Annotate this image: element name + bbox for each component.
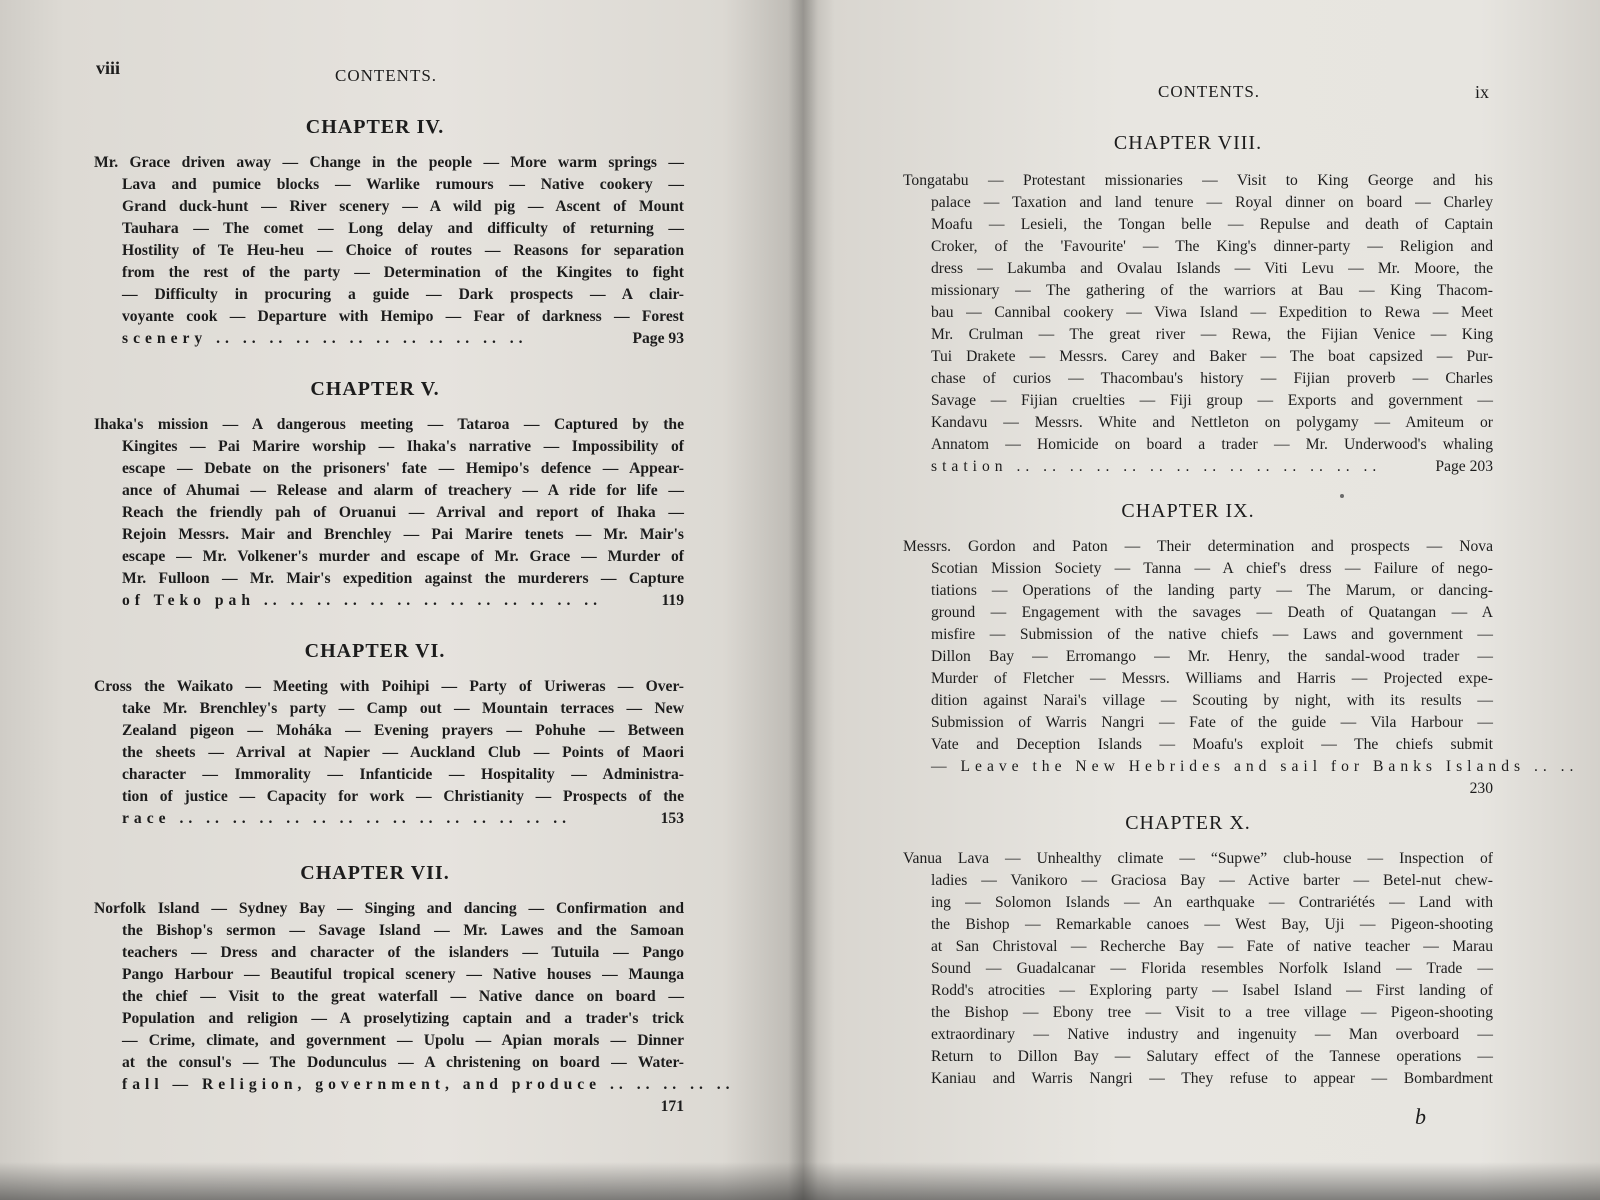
running-header: CONTENTS.	[335, 66, 438, 85]
summary-line: Rejoin Messrs. Mair and Brenchley — Pai Marire tenets — Mr. Mair's	[122, 526, 684, 543]
paper-fleck	[1340, 494, 1344, 498]
page-reference: 230	[1469, 780, 1493, 797]
book-gutter	[788, 0, 818, 1200]
summary-line: — Crime, climate, and government — Upolu — Apian morals — Dinner	[122, 1032, 684, 1049]
summary-line: dition against Narai's village — Scouting by night, with its results —	[931, 692, 1493, 709]
summary-line: Tongatabu — Protestant missionaries — Visit to King George and his	[903, 172, 1493, 189]
summary-line-last	[903, 456, 1493, 478]
summary-line: Kingites — Pai Marire worship — Ihaka's narrative — Impossibility of	[122, 438, 684, 455]
summary-line: Moafu — Lesieli, the Tongan belle — Repulse and death of Captain	[931, 216, 1493, 233]
summary-line: extraordinary — Native industry and ingenuity — Man overboard —	[931, 1026, 1493, 1043]
summary-line: palace — Taxation and land tenure — Royal dinner on board — Charley	[931, 194, 1493, 211]
leader-text: fall — Religion, government, and produce .. .. .. .. ..	[122, 1076, 735, 1093]
summary-line: Kandavu — Messrs. White and Nettleton on polygamy — Amiteum or	[931, 414, 1493, 431]
summary-line: character — Immorality — Infanticide — Hospitality — Administra-	[122, 766, 684, 783]
summary-line: Dillon Bay — Erromango — Mr. Henry, the sandal-wood trader —	[931, 648, 1493, 665]
leader-text: scenery .. .. .. .. .. .. .. .. .. .. .. ..	[122, 330, 528, 347]
summary-line: Reach the friendly pah of Oruanui — Arrival and report of Ihaka —	[122, 504, 684, 521]
summary-line: Rodd's atrocities — Exploring party — Isabel Island — First landing of	[931, 982, 1493, 999]
summary-line-last	[94, 328, 684, 350]
summary-line: Cross the Waikato — Meeting with Poihipi — Party of Uriweras — Over-	[94, 678, 684, 695]
summary-line: misfire — Submission of the native chiefs — Laws and government —	[931, 626, 1493, 643]
summary-line: Scotian Mission Society — Tanna — A chief's dress — Failure of nego-	[931, 560, 1493, 577]
summary-line: Sound — Guadalcanar — Florida resembles Norfolk Island — Trade —	[931, 960, 1493, 977]
page-number: viii	[96, 58, 121, 78]
summary-line: Kaniau and Warris Nangri — They refuse to appear — Bombardment	[931, 1070, 1493, 1087]
summary-line: bau — Cannibal cookery — Viwa Island — Expedition to Rewa — Meet	[931, 304, 1493, 321]
summary-line: Hostility of Te Heu-heu — Choice of routes — Reasons for separation	[122, 242, 684, 259]
summary-line: ing — Solomon Islands — An earthquake — Contrariétés — Land with	[931, 894, 1493, 911]
summary-line: take Mr. Brenchley's party — Camp out — Mountain terraces — New	[122, 700, 684, 717]
summary-line: chase of curios — Thacombau's history — Fijian proverb — Charles	[931, 370, 1493, 387]
chapter-summary	[903, 536, 1579, 800]
summary-line: Pango Harbour — Beautiful tropical scenery — Native houses — Maunga	[122, 966, 684, 983]
summary-line: the sheets — Arrival at Napier — Auckland Club — Points of Maori	[122, 744, 684, 761]
page-reference: 171	[660, 1098, 684, 1115]
chapter-title: CHAPTER VI.	[304, 640, 446, 662]
summary-line: at San Christoval — Recherche Bay — Fate of native teacher — Marau	[931, 938, 1493, 955]
summary-line: from the rest of the party — Determination of the Kingites to fight	[122, 264, 684, 281]
summary-line: tiations — Operations of the landing party — The Marum, or dancing-	[931, 582, 1493, 599]
summary-line: Lava and pumice blocks — Warlike rumours — Native cookery —	[122, 176, 684, 193]
summary-line: Savage — Fijian cruelties — Fiji group — Exports and government —	[931, 392, 1493, 409]
summary-line: Vate and Deception Islands — Moafu's exploit — The chiefs submit	[931, 736, 1493, 753]
summary-line: the Bishop — Remarkable canoes — West Bay, Uji — Pigeon-shooting	[931, 916, 1493, 933]
chapter-title: CHAPTER IV.	[305, 116, 445, 138]
summary-line: — Difficulty in procuring a guide — Dark prospects — A clair-	[122, 286, 684, 303]
summary-line: the Bishop — Ebony tree — Visit to a tree village — Pigeon-shooting	[931, 1004, 1493, 1021]
right-page	[803, 0, 1600, 1200]
summary-line: teachers — Dress and character of the islanders — Tutuila — Pango	[122, 944, 684, 961]
summary-line: at the consul's — The Dodunculus — A christening on board — Water-	[122, 1054, 684, 1071]
summary-line: Grand duck-hunt — River scenery — A wild pig — Ascent of Mount	[122, 198, 684, 215]
summary-line-last	[94, 808, 684, 830]
running-header: CONTENTS.	[1158, 82, 1261, 101]
summary-line: Messrs. Gordon and Paton — Their determination and prospects — Nova	[903, 538, 1493, 555]
chapter-title: CHAPTER VIII.	[1113, 132, 1263, 154]
summary-line: Norfolk Island — Sydney Bay — Singing and dancing — Confirmation and	[94, 900, 684, 917]
summary-line: Submission of Warris Nangri — Fate of the guide — Vila Harbour —	[931, 714, 1493, 731]
page-number: ix	[1475, 82, 1490, 102]
summary-line: Mr. Crulman — The great river — Rewa, the Fijian Venice — King	[931, 326, 1493, 343]
summary-line: Murder of Fletcher — Messrs. Williams and Harris — Projected expe-	[931, 670, 1493, 687]
summary-line: dress — Lakumba and Ovalau Islands — Viti Levu — Mr. Moore, the	[931, 260, 1493, 277]
page-edge-shadow	[0, 1162, 1600, 1200]
summary-line: escape — Debate on the prisoners' fate — Hemipo's defence — Appear-	[122, 460, 684, 477]
summary-line: Annatom — Homicide on board a trader — Mr. Underwood's whaling	[931, 436, 1493, 453]
chapter-summary	[903, 170, 1493, 478]
summary-line: ground — Engagement with the savages — Death of Quatangan — A	[931, 604, 1493, 621]
signature-mark: b	[1415, 1104, 1426, 1129]
summary-line: the chief — Visit to the great waterfall — Native dance on board —	[122, 988, 684, 1005]
summary-line: Ihaka's mission — A dangerous meeting — Tataroa — Captured by the	[94, 416, 684, 433]
chapter-title: CHAPTER VII.	[300, 862, 450, 884]
page-reference: 119	[661, 592, 684, 609]
summary-line-last	[94, 1074, 735, 1115]
chapter-summary	[94, 898, 735, 1118]
leader-text: — Leave the New Hebrides and sail for Banks Islands .. ..	[931, 758, 1579, 775]
leader-text: station .. .. .. .. .. .. .. .. .. .. .. .. .. ..	[931, 458, 1382, 475]
page-reference: 153	[660, 810, 684, 827]
summary-line: Zealand pigeon — Moháka — Evening prayers — Pohuhe — Between	[122, 722, 684, 739]
summary-line: Mr. Grace driven away — Change in the people — More warm springs —	[94, 154, 684, 171]
leader-text: race .. .. .. .. .. .. .. .. .. .. .. .. .. .. ..	[122, 810, 571, 827]
summary-line: ance of Ahumai — Release and alarm of treachery — A ride for life —	[122, 482, 684, 499]
summary-line: ladies — Vanikoro — Graciosa Bay — Active barter — Betel-nut chew-	[931, 872, 1493, 889]
summary-line: Tauhara — The comet — Long delay and difficulty of returning —	[122, 220, 684, 237]
chapter-summary	[903, 848, 1493, 1090]
leader-text: of Teko pah .. .. .. .. .. .. .. .. .. .. .. .. ..	[122, 592, 603, 609]
summary-line: Population and religion — A proselytizing captain and a trader's trick	[122, 1010, 684, 1027]
summary-line: Vanua Lava — Unhealthy climate — “Supwe” club-house — Inspection of	[903, 850, 1493, 867]
chapter-title: CHAPTER IX.	[1121, 500, 1255, 522]
summary-line: escape — Mr. Volkener's murder and escape of Mr. Grace — Murder of	[122, 548, 684, 565]
summary-line: Return to Dillon Bay — Salutary effect of the Tannese operations —	[931, 1048, 1493, 1065]
summary-line: missionary — The gathering of the warriors at Bau — King Thacom-	[931, 282, 1493, 299]
summary-line: Tui Drakete — Messrs. Carey and Baker — The boat capsized — Pur-	[931, 348, 1493, 365]
summary-line: Mr. Fulloon — Mr. Mair's expedition against the murderers — Capture	[122, 570, 684, 587]
chapter-summary	[94, 414, 684, 612]
summary-line: tion of justice — Capacity for work — Christianity — Prospects of the	[122, 788, 684, 805]
chapter-summary	[94, 676, 684, 830]
chapter-summary	[94, 152, 684, 350]
page-reference: Page 93	[632, 330, 684, 347]
summary-line: voyante cook — Departure with Hemipo — Fear of darkness — Forest	[122, 308, 684, 325]
page-reference: Page 203	[1435, 458, 1493, 475]
summary-line-last	[903, 756, 1579, 797]
chapter-title: CHAPTER X.	[1125, 812, 1251, 834]
chapter-title: CHAPTER V.	[310, 378, 440, 400]
summary-line-last	[94, 590, 684, 612]
summary-line: the Bishop's sermon — Savage Island — Mr. Lawes and the Samoan	[122, 922, 684, 939]
summary-line: Croker, of the 'Favourite' — The King's dinner-party — Religion and	[931, 238, 1493, 255]
